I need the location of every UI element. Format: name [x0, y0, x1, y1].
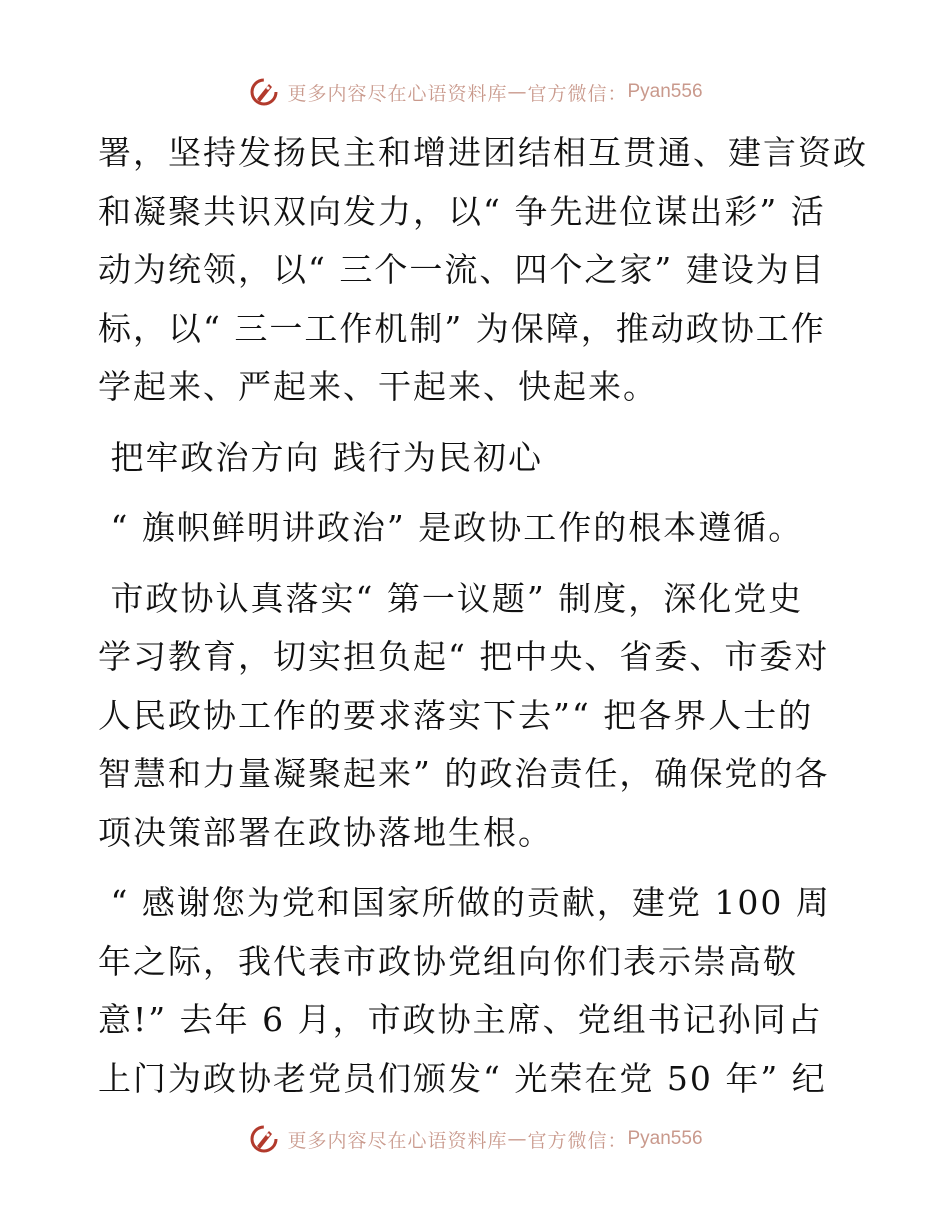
text-line: “ 感谢您为党和国家所做的贡献，建党 100 周 [98, 883, 831, 922]
text-line: 署，坚持发扬民主和增进团结相互贯通、建言资政 [98, 133, 868, 172]
footer-watermark [0, 1119, 950, 1159]
text-line: 学起来、严起来、干起来、快起来。 [98, 367, 658, 406]
document-body [98, 124, 868, 1108]
watermark-main-text: 更多内容尽在心语资料库 [287, 82, 508, 105]
text-line: 意!” 去年 6 月，市政协主席、党组书记孙同占 [98, 1000, 823, 1039]
pen-nib-swirl-icon [247, 75, 281, 109]
text-line: 标，以“ 三一工作机制” 为保障，推动政协工作 [98, 308, 826, 348]
paragraph-2 [98, 499, 858, 558]
watermark-dash: — [507, 81, 528, 103]
watermark-official-text: 官方微信： [527, 82, 628, 105]
text-line: 动为统领，以“ 三个一流、四个之家” 建设为目 [98, 250, 826, 289]
section-heading [98, 429, 858, 488]
paragraph-4 [98, 874, 858, 1108]
watermark-wechat-id: Pyan556 [627, 81, 703, 102]
text-line: 项决策部署在政协落地生根。 [98, 812, 553, 852]
watermark-dash: — [507, 1128, 528, 1150]
text-line: 市政协认真落实“ 第一议题” 制度，深化党史 [98, 578, 804, 618]
text-line: 学习教育，切实担负起“ 把中央、省委、市委对 [98, 637, 830, 676]
text-line: 智慧和力量凝聚起来” 的政治责任，确保党的各 [98, 754, 830, 793]
pen-nib-swirl-icon [247, 1122, 281, 1156]
paragraph-1 [98, 124, 868, 417]
text-line: 人民政协工作的要求落实下去”“ 把各界人士的 [98, 695, 814, 735]
header-watermark [0, 72, 950, 112]
watermark-wechat-id: Pyan556 [627, 1128, 703, 1149]
watermark-official-text: 官方微信： [527, 1129, 628, 1152]
text-line: 上门为政协老党员们颁发“ 光荣在党 50 年” 纪 [98, 1058, 827, 1098]
text-line: 和凝聚共识双向发力，以“ 争先进位谋出彩” 活 [98, 191, 826, 231]
paragraph-3 [98, 570, 858, 863]
text-line: 年之际，我代表市政协党组向你们表示崇高敬 [98, 941, 798, 981]
text-line: “ 旗帜鲜明讲政治” 是政协工作的根本遵循。 [98, 508, 804, 547]
watermark-main-text: 更多内容尽在心语资料库 [287, 1129, 508, 1152]
heading-line: 把牢政治方向 践行为民初心 [98, 437, 543, 477]
